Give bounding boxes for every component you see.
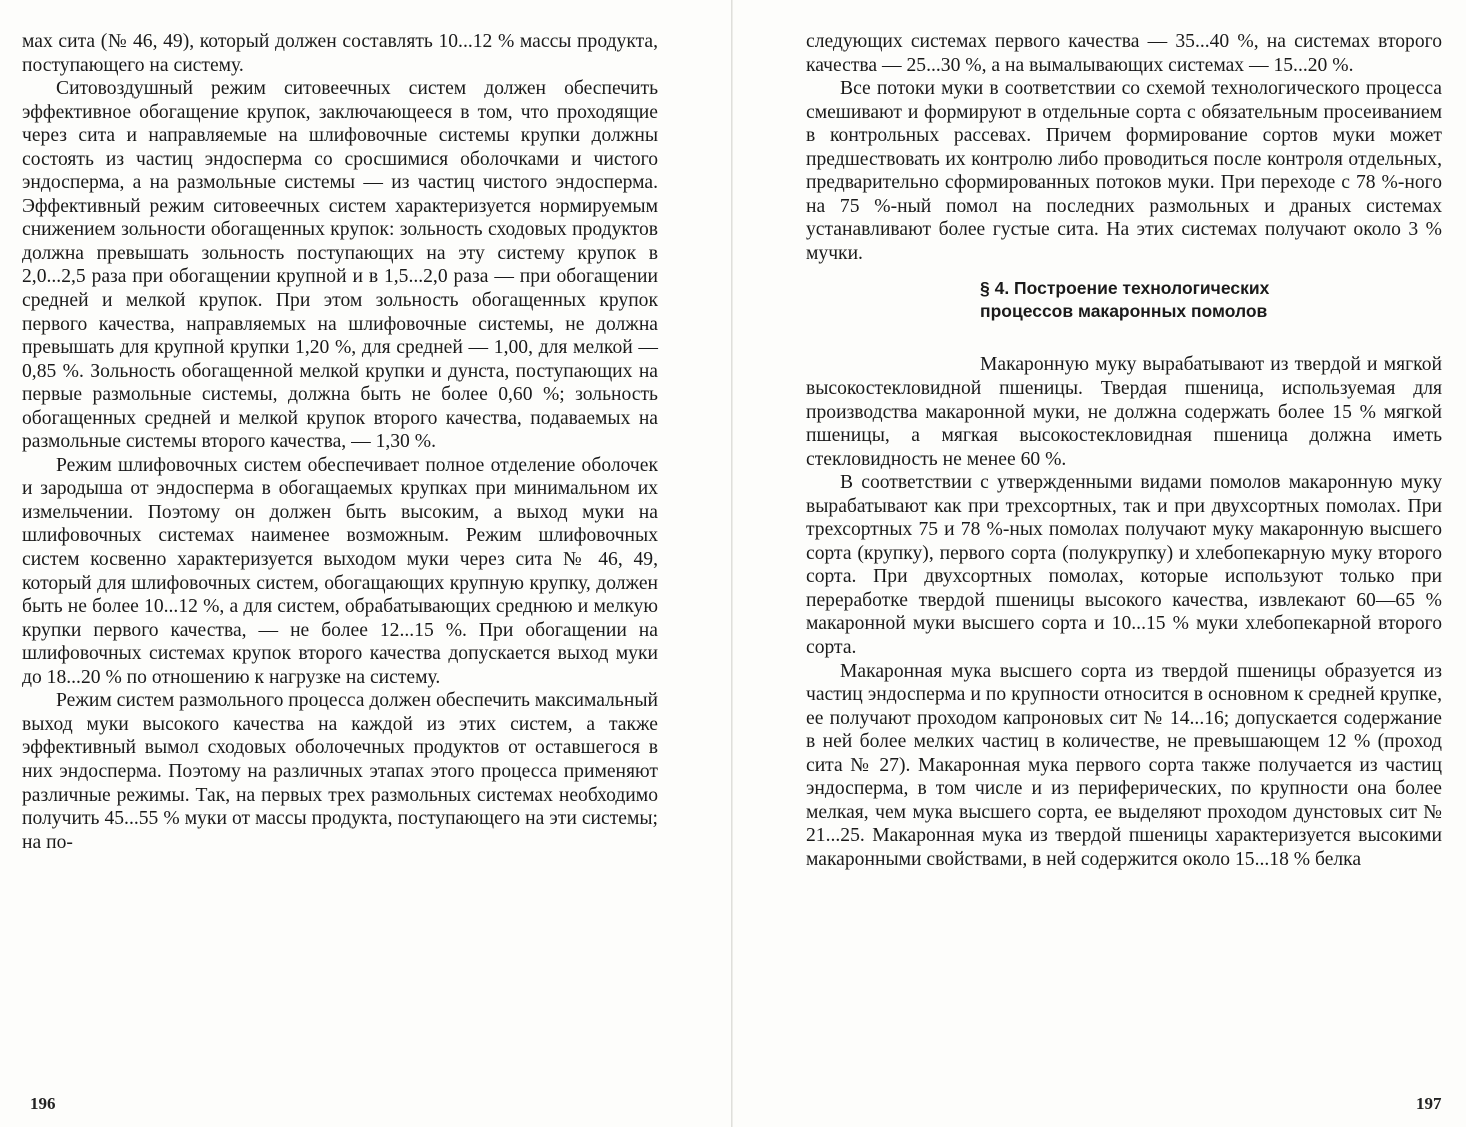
left-page (22, 30, 658, 854)
page-number-right: 197 (1416, 1094, 1442, 1113)
section-heading (806, 277, 1442, 323)
section-heading-line: процессов макаронных помолов (980, 301, 1268, 322)
paragraph: Режим систем размольного процесса должен обеспечить максимальный выход муки высокого качества на каждой из этих систем, а также эффективный вымол сходовых оболочечных продуктов от оставшегося в них эндосперма. Поэтому на различных этапах этого процесса применяют различные режимы. Так, на первых трех размольных системах необходимо получить 45...55 % муки от массы продукта, поступающего на эти системы; на по- (22, 690, 658, 853)
right-page (806, 30, 1442, 872)
paragraph: Ситовоздушный режим ситовеечных систем должен обеспечить эффективное обогащение крупок, заключающееся в том, что проходящие через сита и направляемые на шлифовочные системы крупки должны состоять из частиц эндосперма со сросшимися оболочками и чистого эндосперма, а на размольные системы — из частиц чистого эндосперма. Эффективный режим ситовеечных систем характеризуется нормируемым снижением зольности обогащенных крупок: зольность сходовых продуктов должна превышать зольность поступающих на эту систему крупок в 2,0...2,5 раза при обогащении крупной и в 1,5...2,0 раза — при обогащении средней и мелкой крупок. При этом зольность обогащенных крупок первого качества, направляемых на шлифовочные системы, не должна превышать для крупной крупки 1,20 %, для средней — 1,00, для мелкой — 0,85 %. Зольность обогащенной мелкой крупки и дунста, поступающих на первые размольные системы, должна быть не более 0,60 %; зольность обогащенных средней и мелкой крупок второго качества, подаваемых на размольные системы второго качества, — 1,30 %. (22, 78, 658, 453)
book-gutter (731, 0, 733, 1127)
section-heading-line: § 4. Построение технологических (980, 278, 1270, 299)
paragraph: В соответствии с утвержденными видами помолов макаронную муку вырабатывают как при трехсортных, так и при двухсортных помолах. При трехсортных 75 и 78 %-ных помолах получают муку макаронную высшего сорта (крупку), первого сорта (полукрупку) и хлебопекарную муку второго сорта. При двухсортных помолах, которые используют только при переработке твердой пшеницы высокого качества, извлекают 60—65 % макаронной муки высшего сорта и 10...15 % муки хлебопекарной второго сорта. (806, 472, 1442, 659)
paragraph: мах сита (№ 46, 49), который должен составлять 10...12 % массы продукта, поступающего на систему. (22, 31, 658, 76)
paragraph: Все потоки муки в соответствии со схемой технологического процесса смешивают и формируют в отдельные сорта с обязательным просеиванием в контрольных рассевах. Причем формирование сортов муки может предшествовать их контролю либо проводиться после контроля отдельных, предварительно сформированных потоков муки. При переходе с 78 %-ного на 75 %-ный помол на последних размольных и драных системах устанавливают более густые сита. На этих системах получают около 3 % мучки. (806, 78, 1442, 264)
page-number-left: 196 (30, 1094, 56, 1113)
paragraph: Режим шлифовочных систем обеспечивает полное отделение оболочек и зародыша от эндосперма в обогащаемых крупках при минимальном их измельчении. Поэтому он должен быть высоким, а выход муки на шлифовочных системах наименее возможным. Режим шлифовочных систем косвенно характеризуется выходом муки через сита № 46, 49, который для шлифовочных систем, обогащающих крупную крупку, должен быть не более 10...12 %, а для систем, обрабатывающих среднюю и мелкую крупки первого качества, — не более 12...15 %. При обогащении на шлифовочных системах крупок второго качества допускается выход муки до 18...20 % по отношению к нагрузке на систему. (22, 454, 658, 688)
paragraph: Макаронная мука высшего сорта из твердой пшеницы образуется из частиц эндосперма и по крупности относится в основном к средней крупке, ее получают проходом капроновых сит № 14...16; допускается содержание в ней более мелких частиц в количестве, не превышающем 12 % (проход сита № 27). Макаронная мука первого сорта также получается из частиц эндосперма, в том числе и из периферических, по крупности она более мелкая, чем мука высшего сорта, ее выделяют проходом дунстовых сит № 21...25. Макаронная мука из твердой пшеницы характеризуется высокими макаронными свойствами, в ней содержится около 15...18 % белка (806, 660, 1442, 870)
paragraph: Макаронную муку вырабатывают из твердой и мягкой высокостекловидной пшеницы. Твердая пшеница, используемая для производства макаронной муки, не должна содержать более 15 % мягкой пшеницы, а мягкая высокостекловидная пшеница должна иметь стекловидность не менее 60 %. (806, 354, 1442, 470)
paragraph: следующих системах первого качества — 35...40 %, на системах второго качества — 25...30 %, а на вымалывающих системах — 15...20 %. (806, 31, 1442, 76)
